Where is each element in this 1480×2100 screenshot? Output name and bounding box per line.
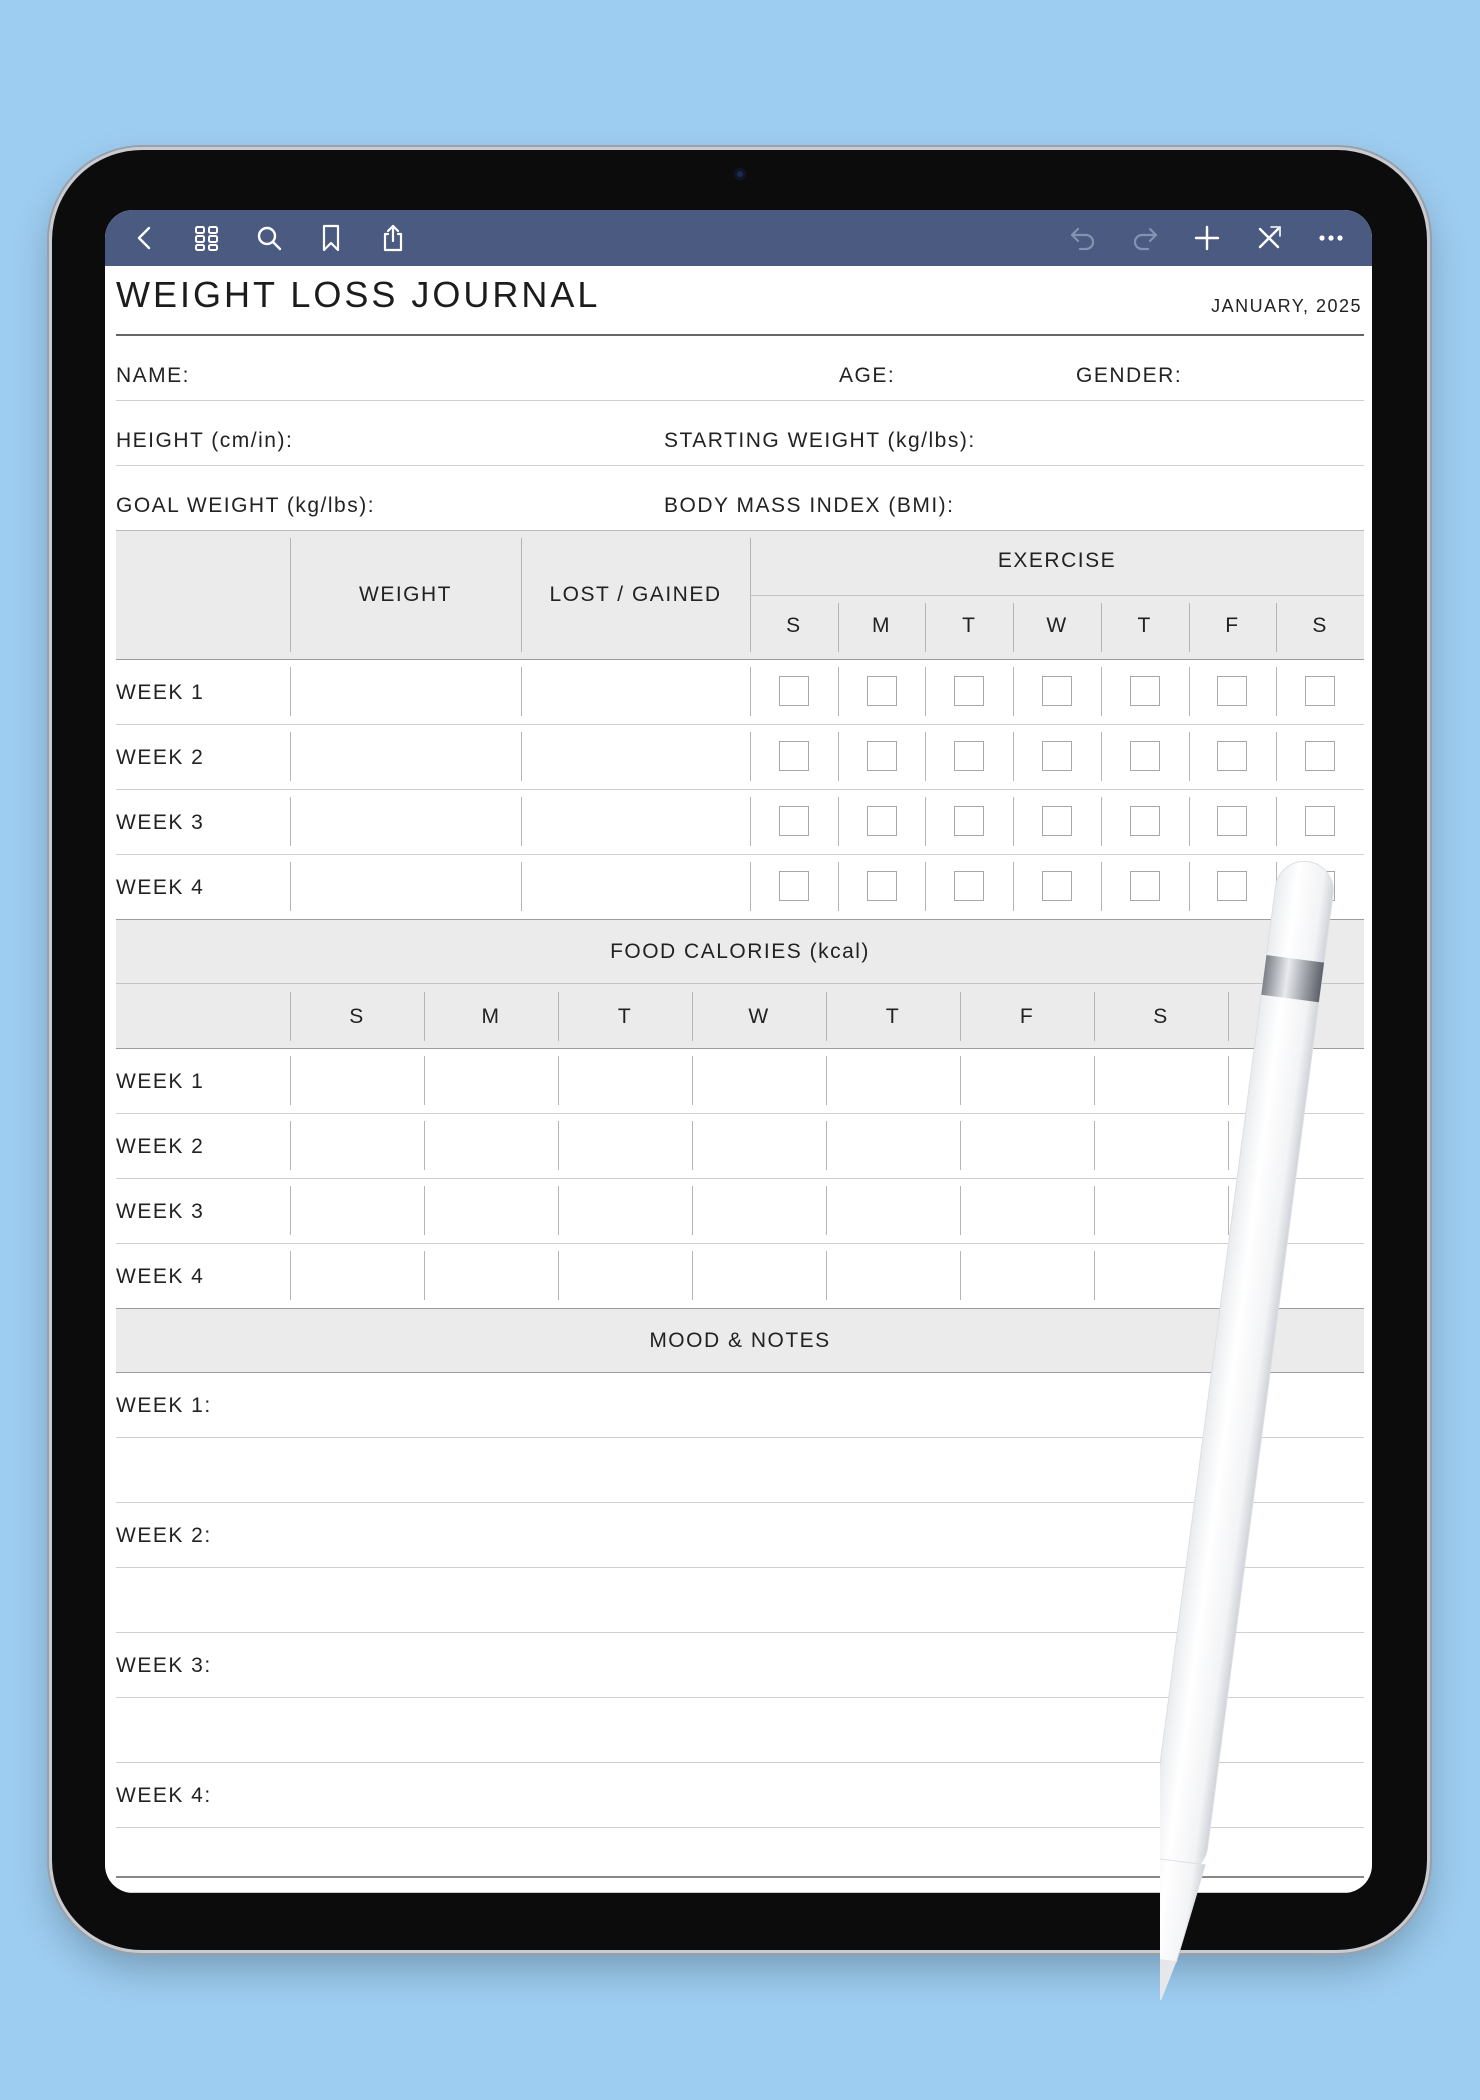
mood-week-label: WEEK 3: <box>116 1654 212 1677</box>
col-divider <box>521 732 522 781</box>
row-divider <box>116 465 1364 466</box>
day-col-divider <box>1189 603 1190 652</box>
day-col-divider <box>1013 732 1014 781</box>
day-col-divider <box>838 667 839 716</box>
col-divider <box>521 667 522 716</box>
exercise-checkbox[interactable] <box>867 806 897 836</box>
day-col-divider <box>1101 797 1102 846</box>
calorie-entry-cell[interactable] <box>696 1249 822 1301</box>
exercise-subdivider <box>750 595 1364 596</box>
exercise-checkbox[interactable] <box>1305 676 1335 706</box>
day-col-divider <box>925 732 926 781</box>
calorie-entry-cell[interactable] <box>562 1054 688 1106</box>
day-col-divider <box>838 603 839 652</box>
col-divider <box>290 862 291 911</box>
col-divider <box>290 732 291 781</box>
exercise-checkbox[interactable] <box>1042 871 1072 901</box>
calorie-entry-cell[interactable] <box>696 1184 822 1236</box>
calorie-entry-cell[interactable] <box>562 1249 688 1301</box>
food-col-divider <box>826 1186 827 1235</box>
food-col-divider <box>826 1056 827 1105</box>
mood-week-label: WEEK 1: <box>116 1394 212 1417</box>
exercise-week-label: WEEK 4 <box>116 876 205 899</box>
food-col-divider <box>960 1251 961 1300</box>
row-divider <box>116 724 1364 725</box>
day-col-divider <box>1013 667 1014 716</box>
exercise-day-header: S <box>1312 614 1328 637</box>
day-col-divider <box>1276 603 1277 652</box>
day-col-divider <box>1013 862 1014 911</box>
day-col-divider <box>838 732 839 781</box>
exercise-day-header: T <box>1137 614 1152 637</box>
exercise-column-header: EXERCISE <box>997 549 1117 572</box>
food-col-divider <box>692 1186 693 1235</box>
food-col-divider <box>558 1056 559 1105</box>
food-col-divider <box>826 1121 827 1170</box>
food-col-divider <box>1094 1121 1095 1170</box>
exercise-week-label: WEEK 1 <box>116 681 205 704</box>
exercise-checkbox[interactable] <box>1130 806 1160 836</box>
day-col-divider <box>838 862 839 911</box>
col-divider <box>521 862 522 911</box>
undo-icon[interactable] <box>1065 220 1101 256</box>
col-divider <box>521 797 522 846</box>
calorie-entry-cell[interactable] <box>294 1054 420 1106</box>
food-col-divider <box>424 992 425 1041</box>
calorie-entry-cell[interactable] <box>830 1184 956 1236</box>
exercise-day-header: S <box>786 614 802 637</box>
exercise-checkbox[interactable] <box>779 871 809 901</box>
lost-gained-column-header: LOST / GAINED <box>549 583 722 606</box>
calorie-entry-cell[interactable] <box>964 1249 1090 1301</box>
calorie-entry-cell[interactable] <box>964 1184 1090 1236</box>
day-col-divider <box>1189 732 1190 781</box>
food-col-divider <box>558 1251 559 1300</box>
exercise-checkbox[interactable] <box>954 676 984 706</box>
exercise-checkbox[interactable] <box>954 741 984 771</box>
calorie-entry-cell[interactable] <box>964 1119 1090 1171</box>
day-col-divider <box>925 862 926 911</box>
food-day-header: T <box>885 1005 901 1028</box>
calorie-entry-cell[interactable] <box>294 1249 420 1301</box>
exercise-day-header: T <box>962 614 977 637</box>
food-day-header: F <box>1019 1005 1035 1028</box>
day-col-divider <box>1276 797 1277 846</box>
food-day-header: S <box>1153 1005 1169 1028</box>
row-divider <box>116 530 1364 531</box>
day-col-divider <box>1013 603 1014 652</box>
exercise-checkbox[interactable] <box>1042 806 1072 836</box>
day-col-divider <box>1101 603 1102 652</box>
close-icon[interactable] <box>1251 220 1287 256</box>
day-col-divider <box>1101 862 1102 911</box>
food-day-header: W <box>748 1005 770 1028</box>
day-col-divider <box>1013 797 1014 846</box>
food-col-divider <box>1094 1186 1095 1235</box>
calorie-entry-cell[interactable] <box>428 1054 554 1106</box>
food-col-divider <box>692 1121 693 1170</box>
food-col-divider <box>960 992 961 1041</box>
bmi-field-label[interactable]: BODY MASS INDEX (BMI): <box>664 494 955 517</box>
food-week-label: WEEK 4 <box>116 1265 205 1288</box>
exercise-day-header: M <box>872 614 892 637</box>
food-col-divider <box>558 992 559 1041</box>
food-col-divider <box>424 1251 425 1300</box>
food-week-label: WEEK 2 <box>116 1135 205 1158</box>
mood-notes-title: MOOD & NOTES <box>649 1329 831 1352</box>
calorie-entry-cell[interactable] <box>964 1054 1090 1106</box>
more-icon[interactable] <box>1313 220 1349 256</box>
food-col-divider <box>424 1121 425 1170</box>
col-divider <box>290 667 291 716</box>
food-col-divider <box>1094 992 1095 1041</box>
exercise-checkbox[interactable] <box>1217 806 1247 836</box>
col-divider <box>750 862 751 911</box>
food-col-divider <box>290 1251 291 1300</box>
food-col-divider <box>960 1121 961 1170</box>
row-divider <box>116 789 1364 790</box>
food-day-header: S <box>349 1005 365 1028</box>
share-icon[interactable] <box>375 220 411 256</box>
exercise-checkbox[interactable] <box>1130 741 1160 771</box>
calorie-entry-cell[interactable] <box>428 1184 554 1236</box>
starting-weight-field-label[interactable]: STARTING WEIGHT (kg/lbs): <box>664 429 976 452</box>
exercise-checkbox[interactable] <box>867 871 897 901</box>
food-col-divider <box>692 1056 693 1105</box>
food-day-header: T <box>617 1005 633 1028</box>
day-col-divider <box>838 797 839 846</box>
col-divider <box>750 667 751 716</box>
name-field-label[interactable]: NAME: <box>116 364 191 387</box>
calorie-entry-cell[interactable] <box>696 1119 822 1171</box>
calorie-entry-cell[interactable] <box>830 1119 956 1171</box>
page-date: JANUARY, 2025 <box>1211 296 1362 316</box>
age-field-label[interactable]: AGE: <box>839 364 896 387</box>
mood-week-label: WEEK 4: <box>116 1784 212 1807</box>
food-col-divider <box>558 1121 559 1170</box>
calorie-entry-cell[interactable] <box>696 1054 822 1106</box>
exercise-checkbox[interactable] <box>779 806 809 836</box>
top-toolbar <box>105 210 1372 266</box>
mood-week-label: WEEK 2: <box>116 1524 212 1547</box>
food-col-divider <box>960 1186 961 1235</box>
calorie-entry-cell[interactable] <box>830 1249 956 1301</box>
day-col-divider <box>925 797 926 846</box>
gender-field-label[interactable]: GENDER: <box>1076 364 1183 387</box>
height-field-label[interactable]: HEIGHT (cm/in): <box>116 429 294 452</box>
calorie-entry-cell[interactable] <box>428 1119 554 1171</box>
food-col-divider <box>1094 1056 1095 1105</box>
food-day-header: M <box>481 1005 501 1028</box>
col-divider <box>750 797 751 846</box>
exercise-checkbox[interactable] <box>779 741 809 771</box>
day-col-divider <box>1101 732 1102 781</box>
food-col-divider <box>290 992 291 1041</box>
calorie-entry-cell[interactable] <box>562 1184 688 1236</box>
food-col-divider <box>558 1186 559 1235</box>
search-icon[interactable] <box>251 220 287 256</box>
grid-icon[interactable] <box>189 220 225 256</box>
food-col-divider <box>826 992 827 1041</box>
exercise-day-header: W <box>1046 614 1068 637</box>
food-col-divider <box>1094 1251 1095 1300</box>
exercise-checkbox[interactable] <box>1305 741 1335 771</box>
exercise-checkbox[interactable] <box>867 741 897 771</box>
day-col-divider <box>1276 667 1277 716</box>
food-col-divider <box>290 1056 291 1105</box>
calorie-entry-cell[interactable] <box>428 1249 554 1301</box>
exercise-day-header: F <box>1225 614 1240 637</box>
col-divider <box>290 797 291 846</box>
food-col-divider <box>692 1251 693 1300</box>
front-camera <box>734 168 746 180</box>
food-col-divider <box>424 1056 425 1105</box>
food-col-divider <box>290 1121 291 1170</box>
exercise-checkbox[interactable] <box>1217 741 1247 771</box>
exercise-checkbox[interactable] <box>779 676 809 706</box>
calorie-entry-cell[interactable] <box>294 1119 420 1171</box>
calorie-entry-cell[interactable] <box>562 1119 688 1171</box>
food-week-label: WEEK 1 <box>116 1070 205 1093</box>
col-divider <box>750 732 751 781</box>
day-col-divider <box>925 603 926 652</box>
day-col-divider <box>1189 797 1190 846</box>
food-col-divider <box>826 1251 827 1300</box>
food-col-divider <box>960 1056 961 1105</box>
exercise-checkbox[interactable] <box>1042 676 1072 706</box>
day-col-divider <box>1101 667 1102 716</box>
back-icon[interactable] <box>127 220 163 256</box>
exercise-checkbox[interactable] <box>1130 871 1160 901</box>
calorie-entry-cell[interactable] <box>294 1184 420 1236</box>
food-col-divider <box>290 1186 291 1235</box>
food-col-divider <box>424 1186 425 1235</box>
stylus-pencil <box>1160 850 1360 2050</box>
goal-weight-field-label[interactable]: GOAL WEIGHT (kg/lbs): <box>116 494 376 517</box>
weight-column-header: WEIGHT <box>359 583 452 606</box>
bookmark-icon[interactable] <box>313 220 349 256</box>
exercise-week-label: WEEK 3 <box>116 811 205 834</box>
exercise-checkbox[interactable] <box>954 806 984 836</box>
page-title: WEIGHT LOSS JOURNAL <box>116 274 601 315</box>
day-col-divider <box>1276 732 1277 781</box>
row-divider <box>116 400 1364 401</box>
exercise-checkbox[interactable] <box>1217 676 1247 706</box>
exercise-checkbox[interactable] <box>1130 676 1160 706</box>
calorie-entry-cell[interactable] <box>830 1054 956 1106</box>
exercise-checkbox[interactable] <box>1042 741 1072 771</box>
exercise-checkbox[interactable] <box>867 676 897 706</box>
exercise-week-label: WEEK 2 <box>116 746 205 769</box>
exercise-checkbox[interactable] <box>954 871 984 901</box>
food-calories-title: FOOD CALORIES (kcal) <box>610 940 870 963</box>
plus-icon[interactable] <box>1189 220 1225 256</box>
day-col-divider <box>1189 667 1190 716</box>
row-divider <box>116 659 1364 660</box>
title-divider <box>116 334 1364 336</box>
redo-icon[interactable] <box>1127 220 1163 256</box>
exercise-checkbox[interactable] <box>1305 806 1335 836</box>
food-week-label: WEEK 3 <box>116 1200 205 1223</box>
food-col-divider <box>692 992 693 1041</box>
day-col-divider <box>925 667 926 716</box>
